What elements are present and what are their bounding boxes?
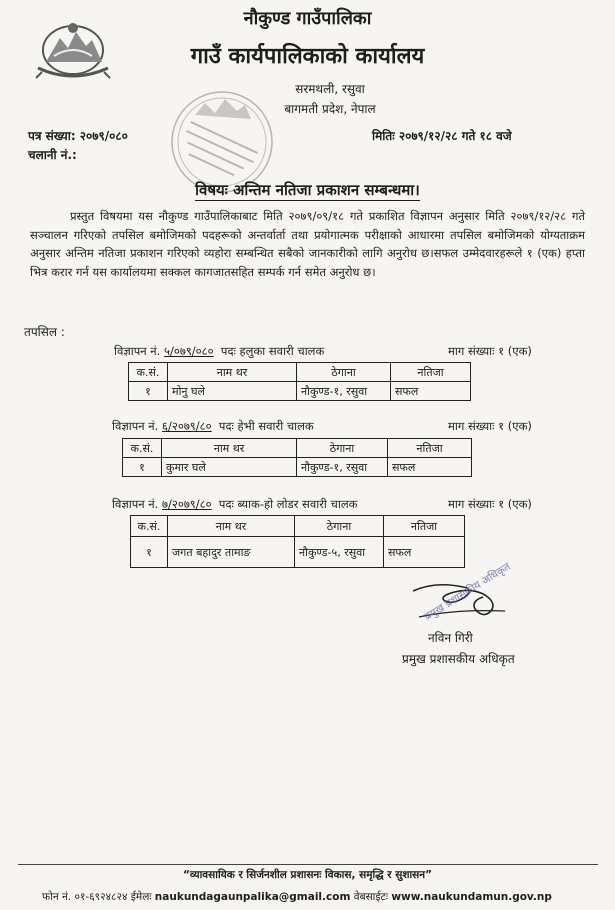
- address-cell: नौकुण्ड-१, रसुवा: [297, 458, 388, 477]
- signatory-name: नविन गिरी: [428, 631, 473, 645]
- table-header-row: [131, 516, 465, 537]
- table-row: [123, 458, 472, 477]
- column-header: नाम थर: [168, 516, 295, 537]
- table-header-row: [123, 439, 472, 458]
- results-table: [128, 362, 471, 401]
- serial-cell: १: [123, 458, 162, 477]
- table-header-row: [129, 363, 471, 382]
- column-header: नतिजा: [391, 363, 471, 382]
- footer-motto: “व्यावसायिक र सिर्जनशील प्रशासनः विकास, समृद्धि र सुशासन”: [183, 869, 432, 881]
- address-cell: नौकुण्ड-१, रसुवा: [297, 382, 391, 401]
- column-header: क.सं.: [129, 363, 168, 382]
- result-cell: सफल: [391, 382, 471, 401]
- advert-demand: माग संख्याः १ (एक): [448, 497, 532, 511]
- advert-demand: माग संख्याः १ (एक): [448, 419, 532, 433]
- column-header: ठेगाना: [297, 439, 388, 458]
- advert-post: पदः ब्याक-हो लोडर सवारी चालक: [218, 497, 358, 511]
- address-cell: नौकुण्ड-५, रसुवा: [295, 537, 384, 568]
- subject-line: [0, 180, 615, 200]
- column-header: क.सं.: [131, 516, 168, 537]
- advert-heading: [114, 344, 324, 359]
- dispatch-number: चलानी नं.:: [28, 148, 77, 162]
- table-row: [131, 537, 465, 568]
- footer-website: www.naukundamun.gov.np: [391, 891, 552, 903]
- table-row: [129, 382, 471, 401]
- footer-contact: [42, 890, 552, 904]
- column-header: नतिजा: [388, 439, 472, 458]
- footer-email-label: ईमेलः: [130, 891, 152, 903]
- footer-divider: [18, 864, 598, 865]
- result-cell: सफल: [384, 537, 465, 568]
- result-cell: सफल: [388, 458, 472, 477]
- advert-demand: माग संख्याः १ (एक): [448, 344, 532, 358]
- advert-prefix: विज्ञापन नं.: [112, 419, 159, 433]
- footer-phone: फोन नं. ०१-६९२४८२४: [42, 891, 128, 903]
- name-cell: कुमार घले: [162, 458, 297, 477]
- advert-heading: [112, 497, 357, 512]
- office-name: गाउँ कार्यपालिकाको कार्यालय: [190, 44, 425, 69]
- column-header: ठेगाना: [297, 363, 391, 382]
- advert-heading: [112, 419, 314, 434]
- footer-website-label: वेबसाईटः: [353, 891, 388, 903]
- municipality-name: नौकुण्ड गाउँपालिका: [243, 8, 372, 29]
- name-cell: मोनु घले: [168, 382, 297, 401]
- results-table: [130, 515, 465, 568]
- advert-number: ६/२०७९/८०: [162, 419, 212, 433]
- advert-prefix: विज्ञापन नं.: [114, 344, 161, 358]
- column-header: नाम थर: [162, 439, 297, 458]
- letter-number: पत्र संख्या: २०७९/०८०: [28, 129, 128, 143]
- column-header: ठेगाना: [295, 516, 384, 537]
- signatory-title: प्रमुख प्रशासकीय अधिकृत: [402, 652, 515, 666]
- advert-post: पदः हेभी सवारी चालक: [218, 419, 314, 433]
- results-table: [122, 438, 472, 477]
- office-location: सरमथली, रसुवा: [295, 82, 365, 96]
- advert-number: ५/०७९/०८०: [164, 344, 214, 358]
- signatory-stamp: प्रमुख प्रशासकीय अधिकृत: [422, 560, 513, 624]
- body-paragraph: प्रस्तुत विषयमा यस नौकुण्ड गाउँपालिकाबाट मिति २०७९/०९/१८ गते प्रकाशित विज्ञापन अनुसार मिति २०७९/१२/२८ गते सञ्चालन गरिएको तपसिल बमोजिमको पदहरूको अन्तर्वार्ता तथा प्रयोगात्मक परीक्षाको आधारमा तपसिल बमोजिमको योग्यताक्रम अनुसार अन्तिम नतिजा प्रकाशन गरिएको व्यहोरा सम्बन्धित सबैको जानकारीको लागि अनुरोध छ।सफल उम्मेदवारहरूले १ (एक) हप्ता भित्र करार गर्न यस कार्यालयमा सक्कल कागजातसहित सम्पर्क गर्न समेत अनुरोध छ।: [30, 209, 585, 279]
- office-province: बागमती प्रदेश, नेपाल: [284, 102, 376, 116]
- column-header: नाम थर: [168, 363, 297, 382]
- serial-cell: १: [129, 382, 168, 401]
- column-header: क.सं.: [123, 439, 162, 458]
- letter-date: मितिः २०७९/१२/२८ गते १८ वजे: [372, 129, 512, 143]
- name-cell: जगत बहादुर तामाङ: [168, 537, 295, 568]
- serial-cell: १: [131, 537, 168, 568]
- advert-number: ७/२०७९/८०: [162, 497, 212, 511]
- subject-text: विषयः अन्तिम नतिजा प्रकाशन सम्बन्धमा।: [195, 181, 420, 199]
- advert-prefix: विज्ञापन नं.: [112, 497, 159, 511]
- footer-email: naukundagaunpalika@gmail.com: [154, 891, 351, 903]
- column-header: नतिजा: [384, 516, 465, 537]
- tapasil-label: तपसिल :: [24, 325, 65, 339]
- advert-post: पदः हलुका सवारी चालक: [220, 344, 325, 358]
